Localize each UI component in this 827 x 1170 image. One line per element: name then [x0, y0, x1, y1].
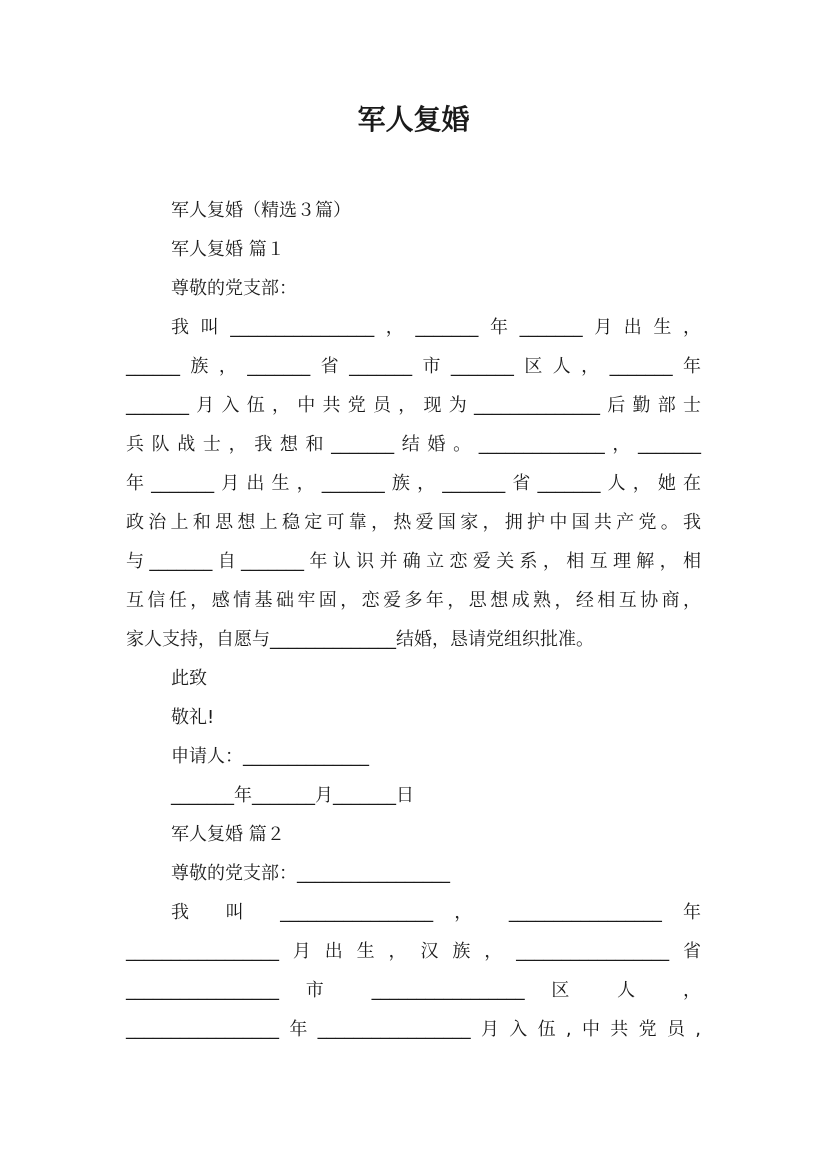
text-line-body: _________________年_________________月入伍,中共党员,	[126, 1019, 701, 1040]
text-line-body: 家人支持，自愿与______________结婚，恳请党组织批准。	[126, 629, 594, 650]
text-line-body: 我 叫 _________________ ， _________________ 年	[171, 902, 701, 923]
text-line-body: _________________ 市 _________________ 区 人 ，	[126, 980, 701, 1001]
document-title: 军人复婚	[357, 103, 470, 136]
text-line-salutation: 尊敬的党支部：_________________	[171, 863, 450, 884]
text-line-body: 与_______自_______年认识并确立恋爱关系，相互理解，相	[126, 551, 701, 572]
text-line-body: 年_______月出生，_______族，_______省_______人，她在	[126, 473, 701, 494]
text-line-salutation: 尊敬的党支部：	[171, 278, 297, 299]
text-line-body: _________________月出生，汉族，_________________省	[126, 941, 701, 962]
text-line-closing: 此致	[171, 668, 207, 689]
text-line-subtitle: 军人复婚（精选３篇）	[171, 200, 351, 221]
text-line-section-2-heading: 军人复婚 篇２	[171, 824, 285, 845]
text-line-body: _______月入伍，中共党员，现为______________后勤部士	[126, 395, 701, 416]
text-line-regards: 敬礼!	[171, 707, 215, 728]
text-line-body: 兵队战士，我想和_______结婚。______________，_______	[126, 434, 701, 455]
text-line-body: ______族，_______省_______市_______区人，_______年	[126, 356, 701, 377]
text-line-body: 政治上和思想上稳定可靠，热爱国家，拥护中国共产党。我	[126, 512, 701, 533]
text-line-date: _______年_______月_______日	[171, 785, 414, 806]
text-line-body: 我叫________________，_______年_______月出生，	[171, 317, 701, 338]
text-line-section-1-heading: 军人复婚 篇１	[171, 239, 285, 260]
text-line-body: 互信任，感情基础牢固，恋爱多年，思想成熟，经相互协商，	[126, 590, 701, 611]
text-line-applicant: 申请人：______________	[171, 746, 369, 767]
